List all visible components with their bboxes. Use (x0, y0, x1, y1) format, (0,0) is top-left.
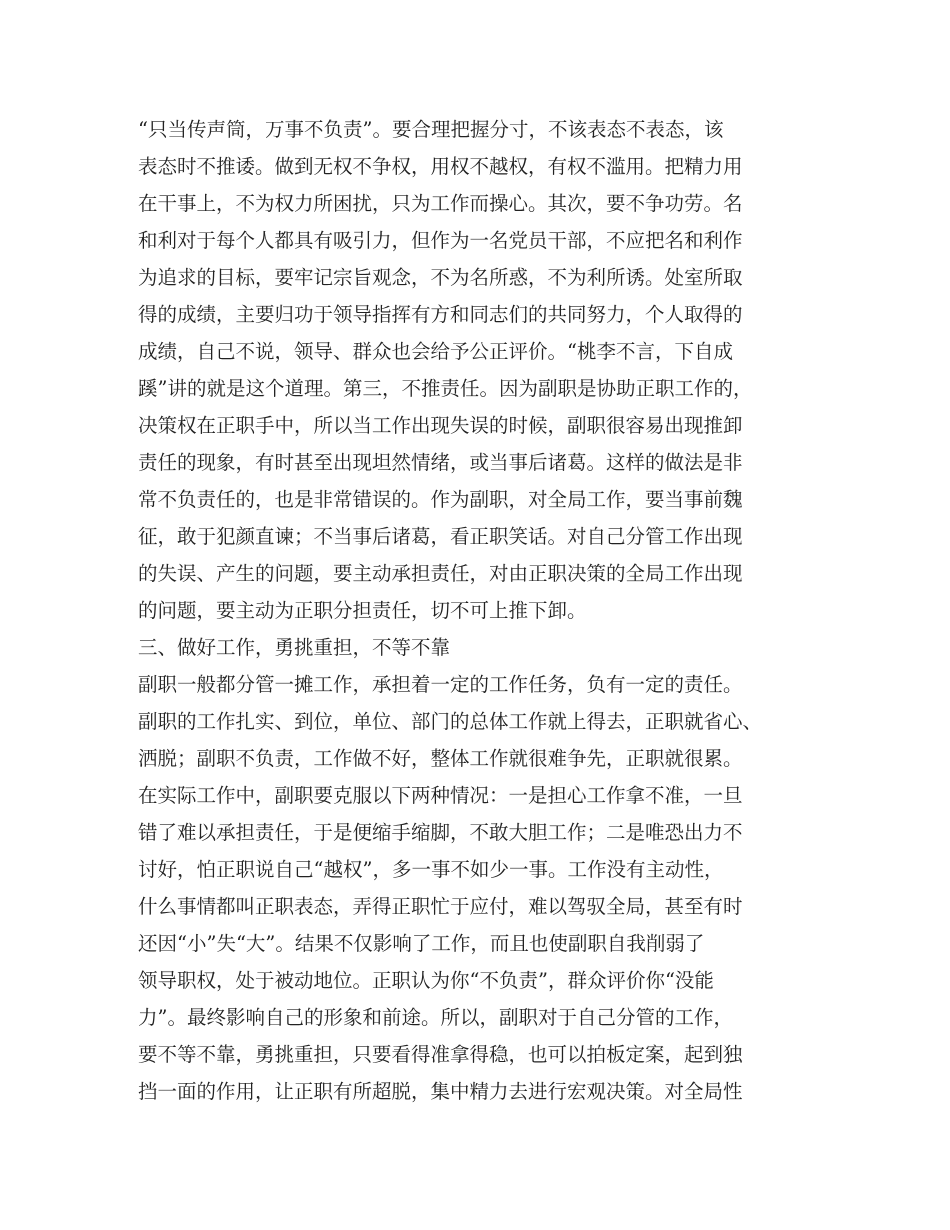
text-line: 副职的工作扎实、到位，单位、部门的总体工作就上得去，正职就省心、 (138, 710, 763, 733)
text-line: 蹊”讲的就是这个道理。第三，不推责任。因为副职是协助正职工作的， (138, 377, 753, 400)
text-line: 领导职权，处于被动地位。正职认为你“不负责”，群众评价你“没能 (138, 969, 714, 992)
section-heading: 三、做好工作，勇挑重担，不等不靠 (138, 636, 451, 659)
text-line: 在干事上，不为权力所困扰，只为工作而操心。其次，要不争功劳。名 (138, 192, 743, 215)
text-line: 得的成绩，主要归功于领导指挥有方和同志们的共同努力，个人取得的 (138, 303, 743, 326)
text-line: 什么事情都叫正职表态，弄得正职忙于应付，难以驾驭全局，甚至有时 (138, 895, 743, 918)
text-line: 表态时不推诿。做到无权不争权，用权不越权，有权不滥用。把精力用 (138, 155, 743, 178)
text-line: 副职一般都分管一摊工作，承担着一定的工作任务，负有一定的责任。 (138, 673, 743, 696)
text-line: 的失误、产生的问题，要主动承担责任，对由正职决策的全局工作出现 (138, 562, 743, 585)
text-line: 挡一面的作用，让正职有所超脱，集中精力去进行宏观决策。对全局性 (138, 1080, 743, 1103)
text-line: 和利对于每个人都具有吸引力，但作为一名党员干部，不应把名和利作 (138, 229, 743, 252)
text-line: 在实际工作中，副职要克服以下两种情况：一是担心工作拿不准，一旦 (138, 784, 743, 807)
text-line: 的问题，要主动为正职分担责任，切不可上推下卸。 (138, 599, 587, 622)
text-line: 还因“小”失“大”。结果不仅影响了工作，而且也使副职自我削弱了 (138, 932, 705, 955)
text-line: 为追求的目标，要牢记宗旨观念，不为名所惑，不为利所诱。处室所取 (138, 266, 743, 289)
text-line: 成绩，自己不说，领导、群众也会给予公正评价。“桃李不言，下自成 (138, 340, 733, 363)
text-line: “只当传声筒，万事不负责”。要合理把握分寸，不该表态不表态，该 (138, 118, 724, 141)
text-line: 责任的现象，有时甚至出现坦然情绪，或当事后诸葛。这样的做法是非 (138, 451, 743, 474)
text-line: 征，敢于犯颜直谏；不当事后诸葛，看正职笑话。对自己分管工作出现 (138, 525, 743, 548)
body-text (138, 111, 828, 1110)
text-line: 常不负责任的，也是非常错误的。作为副职，对全局工作，要当事前魏 (138, 488, 743, 511)
text-line: 决策权在正职手中，所以当工作出现失误的时候，副职很容易出现推卸 (138, 414, 743, 437)
text-line: 讨好，怕正职说自己“越权”，多一事不如少一事。工作没有主动性， (138, 858, 724, 881)
text-line: 力”。最终影响自己的形象和前途。所以，副职对于自己分管的工作， (138, 1006, 733, 1029)
text-line: 要不等不靠，勇挑重担，只要看得准拿得稳，也可以拍板定案，起到独 (138, 1043, 743, 1066)
text-line: 错了难以承担责任，于是便缩手缩脚，不敢大胆工作；二是唯恐出力不 (138, 821, 743, 844)
text-line: 洒脱；副职不负责，工作做不好，整体工作就很难争先，正职就很累。 (138, 747, 743, 770)
